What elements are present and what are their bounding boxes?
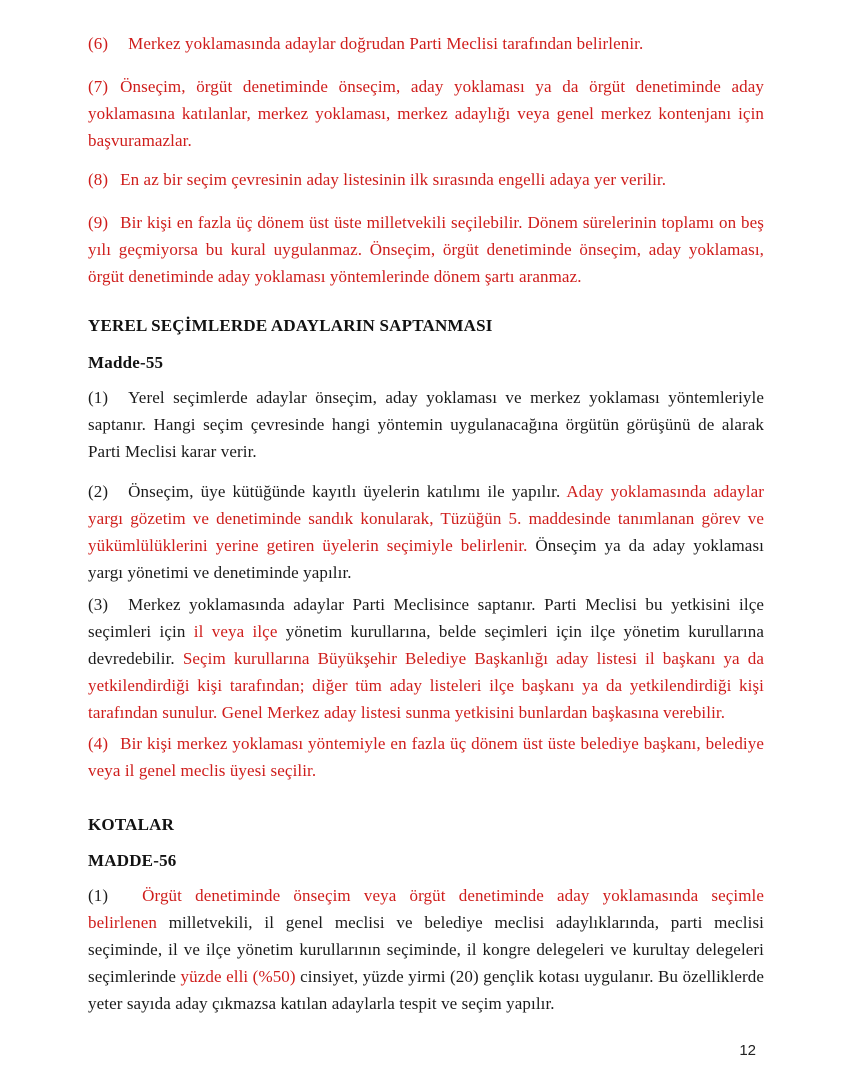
madde55-paragraph-2-number: (2) [88,482,109,501]
madde55-paragraph-1-text: Yerel seçimlerde adaylar önseçim, aday yoklaması ve merkez yoklaması yöntemleriyle saptanır. Hangi seçim çevresinde hangi yöntemin uygulanacağına örgütün görüşünü de alarak Parti Meclisi karar verir. [88,388,764,461]
page-number: 12 [739,1042,756,1059]
madde56-paragraph-1-run-4: cinsiyet, yüzde yirmi (20) gençlik kotası uygulanır. Bu özelliklerde yeter sayıda aday çıkmazsa katılan adaylarla tespit ve seçim yapılır. [88,967,764,1013]
tab-gap [108,402,128,403]
madde55-paragraph-2-run-1: Önseçim, üye kütüğünde kayıtlı üyelerin katılımı ile yapılır. [128,482,567,501]
tab-gap [108,227,120,228]
paragraph-8-number: (8) [88,170,109,189]
madde56-paragraph-1 [88,882,764,1017]
madde55-paragraph-3-run-2: il veya ilçe [193,622,278,641]
article-heading-madde-55: Madde-55 [88,353,164,372]
madde55-paragraph-3-run-4: Seçim kurullarına Büyükşehir Belediye Başkanlığı aday listesi il başkanı ya da yetkilendirdiği kişi tarafından; diğer tüm aday listeleri ilçe başkanı ya da yetkilendirdiği kişi tarafından sunulur. Genel Merkez aday listesi sunma yetkisini bunlardan başkasına verebilir. [88,649,765,722]
paragraph-9-number: (9) [88,213,109,232]
madde56-paragraph-1-run-1: Örgüt denetiminde önseçim veya örgüt denetiminde aday yoklamasında seçimle belirlenen [88,886,764,932]
paragraph-9 [88,209,764,290]
section-heading-yerel-secimler: YEREL SEÇİMLERDE ADAYLARIN SAPTANMASI [88,316,493,335]
madde55-paragraph-3-number: (3) [88,595,109,614]
madde56-paragraph-1-number: (1) [88,886,109,905]
paragraph-6-text: Merkez yoklamasında adaylar doğrudan Parti Meclisi tarafından belirlenir. [128,34,644,53]
paragraph-7 [88,73,764,154]
madde55-paragraph-4-number: (4) [88,734,109,753]
paragraph-6 [88,30,764,57]
tab-gap [108,184,120,185]
tab-gap [108,48,128,49]
madde55-paragraph-2-run-3: Önseçim ya da aday yoklaması yargı yönetimi ve denetiminde yapılır. [88,536,764,582]
madde55-paragraph-2-run-2: Aday yoklamasında adaylar yargı gözetim ve denetiminde sandık konularak, Tüzüğün 5. maddesinde tanımlanan görev ve yükümlülüklerini yerine getiren üyelerin seçimiyle belirlenir. [88,482,764,555]
paragraph-7-number: (7) [88,77,109,96]
madde55-paragraph-1 [88,384,764,465]
tab-gap [108,496,128,497]
article-heading-madde-56: MADDE-56 [88,851,177,870]
madde55-paragraph-3 [88,591,764,726]
madde55-paragraph-3-run-3: yönetim kurullarına, belde seçimleri için ilçe yönetim kurullarına devredebilir. [88,622,764,668]
paragraph-7-text: Önseçim, örgüt denetiminde önseçim, aday yoklaması ya da örgüt denetiminde aday yoklamasına katılanlar, merkez yoklaması, merkez adaylığı veya genel merkez kontenjanı için başvuramazlar. [88,77,764,150]
madde55-paragraph-1-number: (1) [88,388,109,407]
document-content [88,30,764,1017]
paragraph-9-text: Bir kişi en fazla üç dönem üst üste milletvekili seçilebilir. Dönem sürelerinin toplamı on beş yılı geçmiyorsa bu kural uygulanmaz. Önseçim, örgüt denetiminde önseçim, aday yoklaması, örgüt denetiminde aday yoklaması yöntemlerinde dönem şartı aranmaz. [88,213,764,286]
paragraph-8-text: En az bir seçim çevresinin aday listesinin ilk sırasında engelli adaya yer verilir. [120,170,667,189]
tab-gap [108,609,128,610]
madde55-paragraph-2 [88,478,764,586]
madde56-paragraph-1-run-3: yüzde elli (%50) [180,967,296,986]
madde55-paragraph-4-text: Bir kişi merkez yoklaması yöntemiyle en fazla üç dönem üst üste belediye başkanı, belediye veya il genel meclis üyesi seçilir. [88,734,764,780]
madde56-paragraph-1-run-2: milletvekili, il genel meclisi ve belediye meclisi adaylıklarında, parti meclisi seçiminde, il ve ilçe yönetim kurullarının seçiminde, il kongre delegeleri ve kurultay delegeleri seçimlerinde [88,913,764,986]
tab-gap [108,91,120,92]
section-heading-kotalar: KOTALAR [88,815,175,834]
madde55-paragraph-3-run-1: Merkez yoklamasında adaylar Parti Meclisince saptanır. Parti Meclisi bu yetkisini ilçe seçimleri için [88,595,764,641]
madde55-paragraph-4 [88,730,764,784]
paragraph-6-number: (6) [88,34,109,53]
paragraph-8 [88,166,764,193]
tab-gap [108,900,142,901]
tab-gap [108,748,120,749]
